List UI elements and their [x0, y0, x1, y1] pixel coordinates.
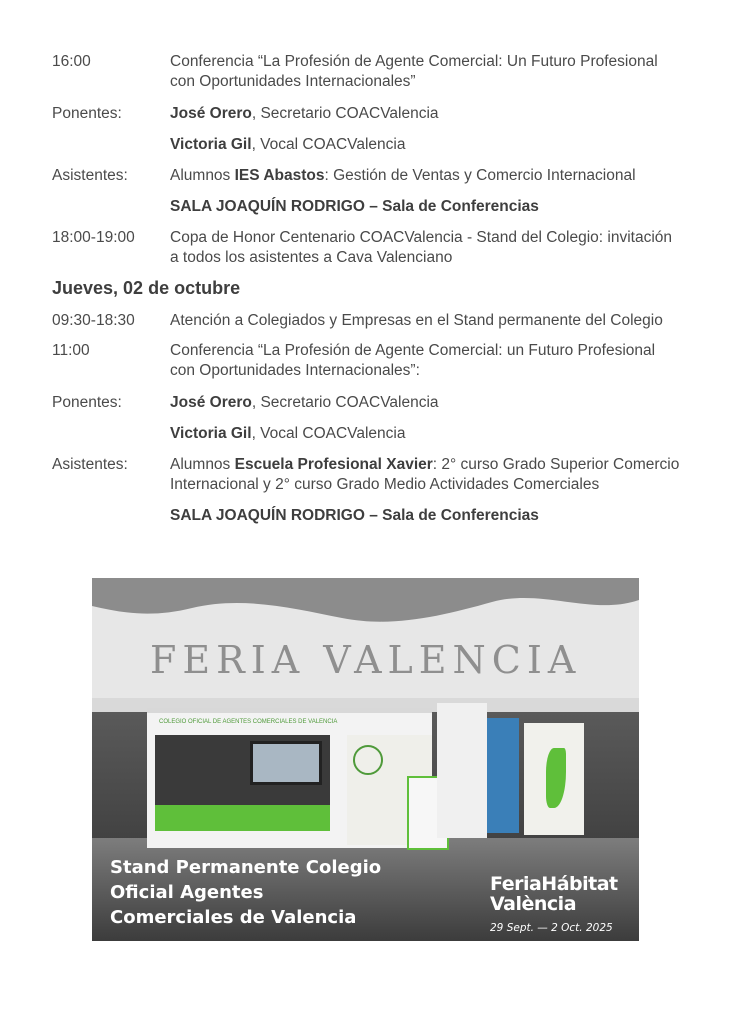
- row-text: Conferencia “La Profesión de Agente Comercial: Un Futuro Profesional con Oportunidades Internacionales”: [170, 53, 658, 90]
- attendees-prefix: Alumnos: [170, 167, 235, 184]
- attendees-detail: : 2° curso Grado Superior Comercio Internacional y 2° curso Grado Medio Actividades Comerciales: [170, 456, 680, 493]
- event-dates: 29 Sept. — 2 Oct. 2025: [490, 922, 613, 934]
- row-label: 18:00-19:00: [52, 229, 135, 246]
- stand-photo: [92, 578, 639, 941]
- row-text: Copa de Honor Centenario COACValencia - Stand del Colegio: invitación a todos los asistentes a Cava Valenciano: [170, 229, 673, 266]
- info-panel: [437, 703, 487, 838]
- brand-line: València: [490, 893, 577, 915]
- speaker-name: José Orero: [170, 394, 252, 411]
- hall-wall: [92, 578, 639, 708]
- valencia-map-icon: [546, 748, 566, 808]
- venue: SALA JOAQUÍN RODRIGO – Sala de Conferencias: [170, 507, 539, 524]
- row-text: Conferencia “La Profesión de Agente Comercial: un Futuro Profesional con Oportunidades Internacionales”:: [170, 342, 656, 379]
- row-label: Ponentes:: [52, 394, 122, 411]
- booth-window: [155, 735, 330, 805]
- row-label: Ponentes:: [52, 105, 122, 122]
- stand-booth: [147, 708, 432, 848]
- photo-caption: [110, 855, 381, 930]
- row-label: Asistentes:: [52, 167, 128, 184]
- feria-habitat-logo: [490, 874, 618, 914]
- caption-line: Stand Permanente Colegio: [110, 857, 382, 878]
- attendees-prefix: Alumnos: [170, 456, 235, 473]
- row-label: 09:30-18:30: [52, 312, 135, 329]
- caption-line: Comerciales de Valencia: [110, 907, 357, 928]
- blue-banner: [487, 718, 519, 833]
- schedule-row: [52, 228, 682, 268]
- school-name: Escuela Profesional Xavier: [234, 456, 433, 473]
- speaker-role: , Secretario COACValencia: [251, 105, 439, 122]
- day-heading: Jueves, 02 de octubre: [52, 278, 241, 298]
- speaker-role: , Vocal COACValencia: [251, 425, 406, 442]
- speaker-role: , Vocal COACValencia: [251, 136, 406, 153]
- map-banner: [524, 723, 584, 835]
- row-label: 11:00: [52, 342, 90, 359]
- row-label: Asistentes:: [52, 456, 128, 473]
- speaker-name: Victoria Gil: [170, 425, 252, 442]
- wave-decoration: [92, 578, 639, 638]
- attendees-detail: : Gestión de Ventas y Comercio Internacional: [324, 167, 636, 184]
- speaker-name: Victoria Gil: [170, 136, 252, 153]
- speaker-name: José Orero: [170, 105, 252, 122]
- speaker-role: , Secretario COACValencia: [251, 394, 439, 411]
- schedule-row: [52, 455, 682, 495]
- school-name: IES Abastos: [234, 167, 325, 184]
- brand-line: FeriaHábitat: [490, 873, 618, 895]
- schedule-row: [52, 341, 682, 381]
- row-text: Atención a Colegiados y Empresas en el Stand permanente del Colegio: [170, 312, 663, 329]
- college-emblem-icon: [353, 745, 383, 775]
- green-counter: [155, 805, 330, 831]
- schedule-row: [52, 52, 682, 92]
- wall-sign: FERIA VALENCIA: [150, 638, 582, 682]
- row-label: 16:00: [52, 53, 91, 70]
- venue: SALA JOAQUÍN RODRIGO – Sala de Conferencias: [170, 198, 539, 215]
- caption-line: Oficial Agentes: [110, 882, 264, 903]
- tv-screen: [250, 741, 322, 785]
- stand-sign: COLEGIO OFICIAL DE AGENTES COMERCIALES DE VALENCIA: [159, 719, 338, 725]
